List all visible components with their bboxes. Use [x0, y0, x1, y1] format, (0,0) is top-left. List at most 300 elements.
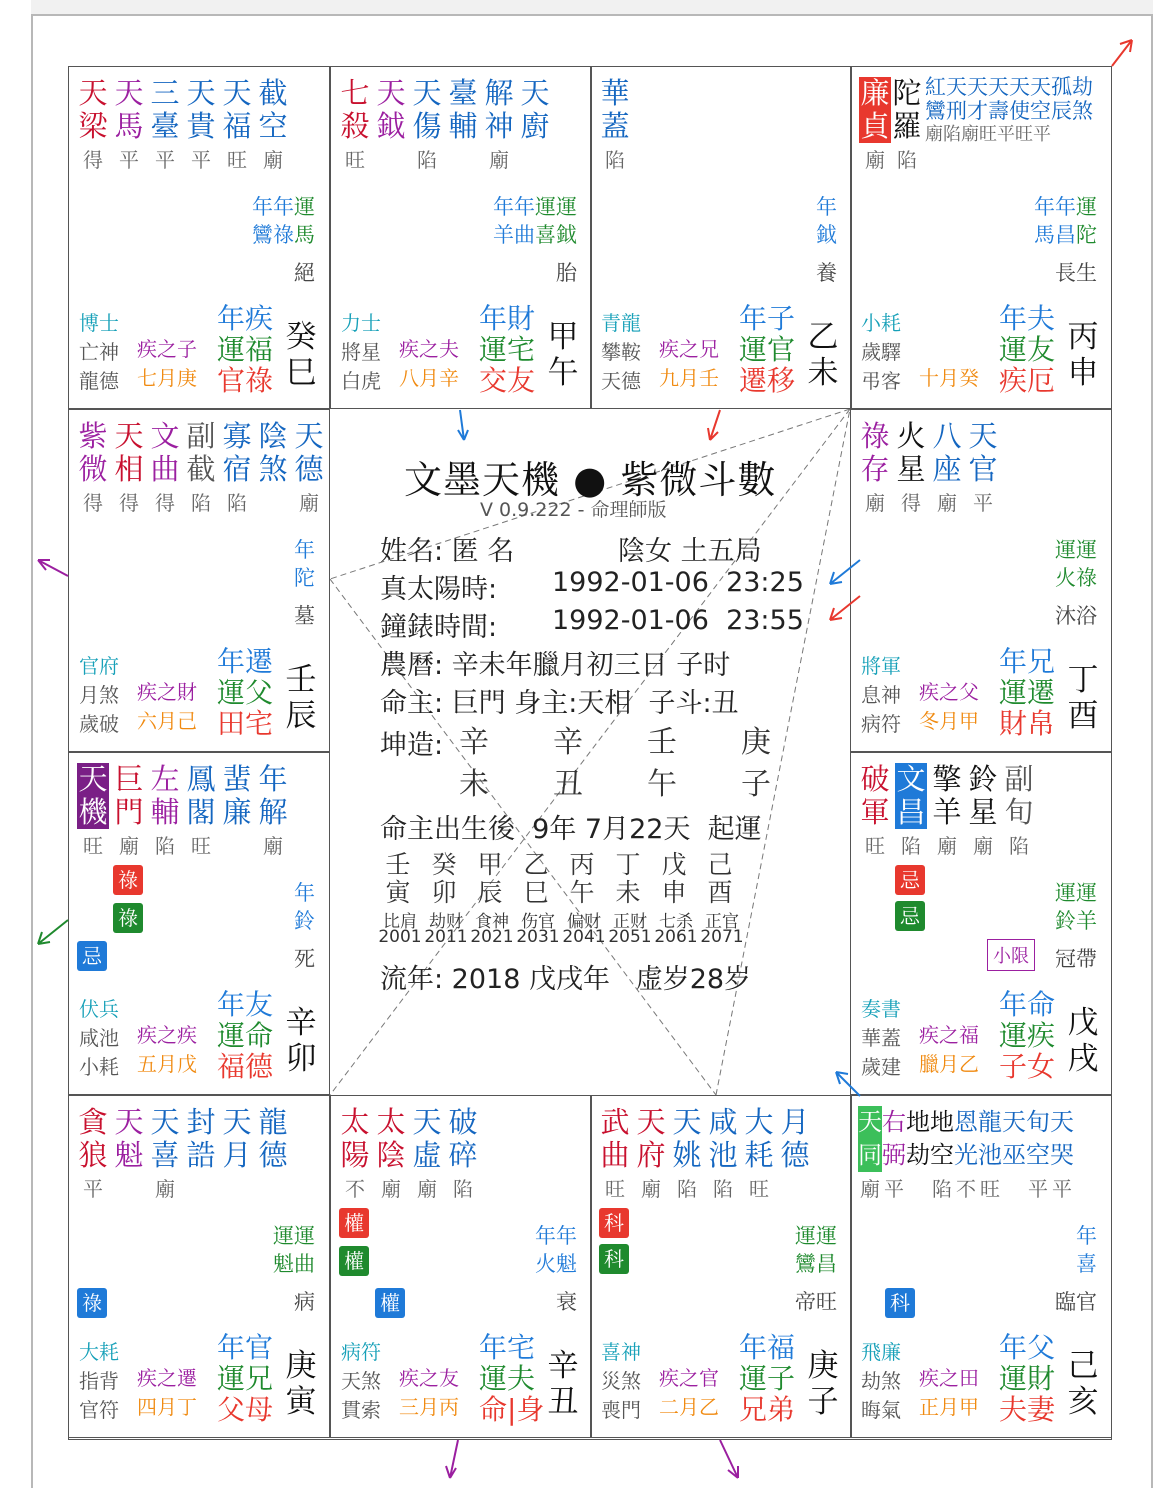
dayun-year: 2021	[470, 927, 514, 947]
palace-name-2[interactable]: 財帛	[999, 707, 1056, 740]
ji-relation: 疾之父	[919, 680, 979, 704]
stem-branch-char: 丙	[1067, 319, 1099, 355]
star-brightness: 廟	[937, 491, 957, 515]
palace-name-0[interactable]: 年遷	[217, 645, 274, 678]
shensha-list	[79, 309, 119, 396]
ji-relation: 疾之財	[137, 680, 197, 704]
dayun-branch: 未	[615, 878, 641, 907]
star-char: 機	[78, 795, 108, 829]
version-label: V 0.9.222 - 命理師版	[480, 499, 667, 521]
star-char: 天	[222, 1105, 252, 1139]
star-brightness: 平	[119, 148, 139, 172]
shensha-item: 喪門	[601, 1398, 641, 1422]
stem-branch-char: 亥	[1067, 1384, 1099, 1420]
star-char: 天	[222, 76, 252, 110]
dayun-god: 正官	[705, 912, 739, 932]
life-phase: 沐浴	[1055, 604, 1097, 628]
stem-branch	[1065, 319, 1101, 391]
palace-name-0[interactable]: 年兄	[999, 645, 1056, 678]
star-char: 閣	[186, 795, 216, 829]
stem-branch-char: 戊	[1067, 1005, 1099, 1041]
palace-name-1[interactable]: 運福	[217, 333, 274, 366]
star-char: 天	[114, 76, 144, 110]
star-brightness: 得	[155, 491, 175, 515]
star-char: 弼	[882, 1141, 906, 1169]
sihua-badge: 科	[599, 1208, 629, 1238]
star-column	[1027, 1106, 1049, 1202]
palace-name-0[interactable]: 年子	[739, 302, 796, 335]
star-char: 空	[258, 109, 288, 143]
star-char: 貴	[186, 109, 216, 143]
dayun-year: 2031	[516, 927, 560, 947]
star-char: 星	[968, 795, 998, 829]
flow-star-names: 鈴羊	[1055, 909, 1097, 933]
shensha-list	[601, 309, 641, 396]
minor-star-line: 鸞刑才壽使空辰煞	[925, 99, 1093, 123]
star-char: 鳳	[186, 762, 216, 796]
star-column	[77, 77, 109, 173]
star-column	[955, 1106, 977, 1202]
palace-name-0[interactable]: 年夫	[999, 302, 1056, 335]
palace-name-2[interactable]: 父母	[217, 1393, 274, 1426]
star-brightness: 旺	[345, 148, 365, 172]
star-brightness: 陷	[453, 1177, 473, 1201]
palace-name-2[interactable]: 官祿	[217, 364, 274, 397]
star-char: 陽	[340, 1138, 370, 1172]
palace-names	[999, 1332, 1055, 1425]
star-column	[891, 77, 923, 173]
main-stars	[77, 420, 325, 516]
star-column	[149, 763, 181, 859]
flow-label: 年年運	[252, 195, 315, 219]
shensha-item: 將軍	[861, 654, 901, 678]
star-char: 池	[978, 1141, 1002, 1169]
dayun-god: 食神	[475, 912, 509, 932]
flow-label: 年	[1076, 1224, 1097, 1248]
stem-branch-char: 丁	[1067, 662, 1099, 698]
ji-info	[137, 1021, 197, 1079]
palace-name-1[interactable]: 運命	[217, 1019, 274, 1052]
star-brightness: 廟	[119, 834, 139, 858]
star-char: 碎	[448, 1138, 478, 1172]
palace-name-2[interactable]: 子女	[999, 1050, 1056, 1083]
name-line: 姓名: 匿 名	[380, 536, 515, 567]
shensha-list	[861, 309, 901, 396]
star-char: 破	[448, 1105, 478, 1139]
ji-relation: 疾之疾	[137, 1023, 197, 1047]
flow-label: 年年	[535, 1224, 577, 1248]
ji-info	[399, 1364, 459, 1422]
star-char: 月	[780, 1105, 810, 1139]
main-stars	[599, 77, 631, 173]
shensha-item: 龍德	[79, 369, 119, 393]
palace-name-0[interactable]: 年疾	[217, 302, 274, 335]
star-column	[599, 1106, 631, 1202]
flow-star-names: 鉞	[816, 223, 837, 247]
dayun-god: 正财	[613, 912, 647, 932]
stem-branch	[283, 1348, 319, 1420]
star-char: 空	[930, 1141, 954, 1169]
sihua-badge: 科	[599, 1244, 629, 1274]
shensha-item: 晦氣	[861, 1398, 901, 1422]
star-char: 曲	[150, 452, 180, 486]
life-phase: 死	[294, 947, 315, 971]
star-brightness: 廟	[417, 1177, 437, 1201]
star-brightness: 得	[119, 491, 139, 515]
stem-branch-char: 申	[1067, 355, 1099, 391]
dayun-stem: 乙	[523, 850, 549, 879]
main-stars	[859, 77, 923, 173]
palace-name-2[interactable]: 田宅	[217, 707, 274, 740]
star-column	[967, 420, 999, 516]
star-brightness: 不	[345, 1177, 365, 1201]
ji-info	[659, 1364, 719, 1422]
star-brightness: 陷	[901, 834, 921, 858]
ji-info	[137, 1364, 197, 1422]
stem-branch	[1065, 1005, 1101, 1077]
flow-label: 年	[294, 881, 315, 905]
shensha-item: 華蓋	[861, 1026, 901, 1050]
star-char: 虛	[412, 1138, 442, 1172]
clock-time-value: 1992-01-06 23:55	[552, 605, 804, 636]
star-char: 德	[780, 1138, 810, 1172]
star-column	[859, 1106, 881, 1202]
star-char: 文	[896, 762, 926, 796]
star-char: 左	[150, 762, 180, 796]
star-column	[113, 1106, 145, 1202]
star-char: 右	[882, 1108, 906, 1136]
pillar-stem: 辛	[459, 725, 489, 760]
star-brightness: 廟	[865, 491, 885, 515]
top-strip	[31, 0, 1153, 14]
star-column	[883, 1106, 905, 1202]
ji-month: 十月癸	[919, 366, 979, 390]
shensha-item: 博士	[79, 311, 119, 335]
pillar-stem: 庚	[741, 725, 771, 760]
flow-stars	[294, 879, 315, 935]
star-char: 鉞	[376, 109, 406, 143]
star-column	[1003, 1106, 1025, 1202]
flow-star-names: 火魁	[535, 1252, 577, 1276]
dayun-stem: 丁	[615, 850, 641, 879]
palace-yin[interactable]	[68, 1095, 330, 1438]
stem-branch-char: 丑	[547, 1384, 579, 1420]
star-char: 神	[484, 109, 514, 143]
star-column	[743, 1106, 775, 1202]
palace-name-0[interactable]: 年宅	[479, 1331, 536, 1364]
palace-wei[interactable]	[590, 66, 852, 409]
star-column	[113, 77, 145, 173]
shensha-item: 貫索	[341, 1398, 381, 1422]
shensha-item: 小耗	[79, 1055, 119, 1079]
dayun-stem: 戊	[661, 850, 687, 879]
dayun-stem: 丙	[569, 850, 595, 879]
star-column	[113, 763, 145, 859]
flow-stars	[795, 1222, 837, 1278]
shensha-item: 歲建	[861, 1055, 901, 1079]
shensha-item: 災煞	[601, 1369, 641, 1393]
flow-stars	[493, 193, 577, 249]
palace-name-1[interactable]: 運宅	[479, 333, 536, 366]
stem-branch-char: 巳	[285, 355, 317, 391]
star-char: 太	[340, 1105, 370, 1139]
stem-branch-char: 卯	[285, 1041, 317, 1077]
palace-xu[interactable]	[850, 752, 1112, 1095]
dayun-branch: 午	[569, 878, 595, 907]
star-char: 副	[1004, 762, 1034, 796]
star-brightness: 廟	[641, 1177, 661, 1201]
palace-name-0[interactable]: 年官	[217, 1331, 274, 1364]
star-brightness: 廟	[381, 1177, 401, 1201]
dayun-god: 比肩	[383, 912, 417, 932]
star-char: 狼	[78, 1138, 108, 1172]
shensha-list	[861, 995, 901, 1082]
star-column	[77, 420, 109, 516]
palace-name-1[interactable]: 運遷	[999, 676, 1056, 709]
palace-name-0[interactable]: 年命	[999, 988, 1056, 1021]
ji-info	[919, 1364, 979, 1422]
sihua-badge: 祿	[77, 1288, 107, 1318]
star-brightness: 得	[901, 491, 921, 515]
solar-time-label: 真太陽時:	[380, 574, 498, 605]
palace-names	[479, 1332, 544, 1425]
shensha-item: 小耗	[861, 311, 901, 335]
star-char: 德	[294, 452, 324, 486]
life-phase: 絕	[294, 261, 315, 285]
palace-name-1[interactable]: 運財	[999, 1362, 1056, 1395]
xiaoxian-tag[interactable]: 小限	[987, 939, 1035, 971]
star-column	[339, 77, 371, 173]
ji-info	[137, 678, 197, 736]
star-char: 祿	[860, 419, 890, 453]
minor-star-line: 紅天天天天天孤劫	[925, 75, 1093, 99]
palace-name-0[interactable]: 年財	[479, 302, 536, 335]
palace-name-1[interactable]: 運父	[217, 676, 274, 709]
star-column	[411, 77, 443, 173]
star-char: 微	[78, 452, 108, 486]
star-char: 天	[968, 419, 998, 453]
stem-branch-char: 子	[807, 1384, 839, 1420]
dayun-stem: 壬	[385, 850, 411, 879]
palace-zi[interactable]	[590, 1095, 852, 1438]
flow-stars	[273, 1222, 315, 1278]
star-brightness: 平	[1028, 1177, 1048, 1201]
star-column	[671, 1106, 703, 1202]
palace-name-2[interactable]: 命|身	[479, 1393, 545, 1426]
palace-hai[interactable]	[850, 1095, 1112, 1438]
stem-branch-char: 午	[547, 355, 579, 391]
star-brightness: 陷	[605, 148, 625, 172]
star-char: 貪	[78, 1105, 108, 1139]
ming-master: 命主: 巨門 身主:天相 子斗:丑	[380, 688, 739, 719]
stem-branch-char: 寅	[285, 1384, 317, 1420]
star-column	[483, 77, 515, 173]
star-char: 天	[412, 76, 442, 110]
star-brightness: 陷	[677, 1177, 697, 1201]
star-char: 天	[150, 1105, 180, 1139]
sihua-badge: 權	[339, 1246, 369, 1276]
pillar-stem: 壬	[647, 725, 677, 760]
star-char: 傷	[412, 109, 442, 143]
ji-month: 九月壬	[659, 366, 719, 390]
star-brightness: 廟	[489, 148, 509, 172]
ji-relation: 疾之官	[659, 1366, 719, 1390]
star-char: 馬	[114, 109, 144, 143]
star-char: 誥	[186, 1138, 216, 1172]
palace-chou[interactable]	[330, 1095, 592, 1438]
star-column	[149, 420, 181, 516]
palace-name-0[interactable]: 年友	[217, 988, 274, 1021]
palace-name-1[interactable]: 運夫	[479, 1362, 536, 1395]
shensha-item: 官府	[79, 654, 119, 678]
shensha-item: 息神	[861, 683, 901, 707]
palace-name-2[interactable]: 疾厄	[999, 364, 1056, 397]
star-char: 八	[932, 419, 962, 453]
flow-stars	[816, 193, 837, 249]
life-phase: 衰	[556, 1290, 577, 1314]
star-char: 天	[376, 76, 406, 110]
star-char: 宿	[222, 452, 252, 486]
star-char: 臺	[448, 76, 478, 110]
palace-name-1[interactable]: 運疾	[999, 1019, 1056, 1052]
star-char: 三	[150, 76, 180, 110]
star-char: 臺	[150, 109, 180, 143]
palace-name-2[interactable]: 兄弟	[739, 1393, 796, 1426]
star-column	[931, 1106, 953, 1202]
star-char: 天	[1050, 1108, 1074, 1136]
palace-name-0[interactable]: 年福	[739, 1331, 796, 1364]
star-brightness: 廟	[865, 148, 885, 172]
star-brightness: 廟	[263, 148, 283, 172]
star-brightness: 陷	[227, 491, 247, 515]
palace-shen[interactable]	[850, 66, 1112, 409]
star-column	[1003, 763, 1035, 859]
star-column	[447, 77, 479, 173]
star-column	[707, 1106, 739, 1202]
star-char: 蓋	[600, 109, 630, 143]
star-char: 巨	[114, 762, 144, 796]
star-column	[149, 77, 181, 173]
palace-name-2[interactable]: 夫妻	[999, 1393, 1056, 1426]
liunian-line: 流年: 2018 戊戌年 虚岁28岁	[380, 964, 752, 995]
palace-name-2[interactable]: 福德	[217, 1050, 274, 1083]
star-column	[907, 1106, 929, 1202]
life-phase: 冠帶	[1055, 947, 1097, 971]
star-brightness: 陷	[897, 148, 917, 172]
palace-wu[interactable]	[330, 66, 592, 409]
palace-you[interactable]	[850, 409, 1112, 752]
star-char: 魁	[114, 1138, 144, 1172]
dayun-year: 2011	[424, 927, 468, 947]
star-char: 解	[258, 795, 288, 829]
ji-info	[919, 1021, 979, 1079]
shensha-item: 歲破	[79, 712, 119, 736]
dayun-stem: 甲	[477, 850, 503, 879]
ji-relation: 疾之夫	[399, 337, 459, 361]
flow-stars	[1076, 1222, 1097, 1278]
ji-month: 正月甲	[919, 1395, 979, 1419]
shensha-list	[79, 995, 119, 1082]
star-column	[257, 763, 289, 859]
palace-name-1[interactable]: 運兄	[217, 1362, 274, 1395]
ji-month: 七月庚	[137, 366, 197, 390]
palace-name-2[interactable]: 遷移	[739, 364, 796, 397]
star-char: 同	[858, 1139, 882, 1172]
life-phase: 養	[816, 261, 837, 285]
palace-names	[739, 303, 795, 396]
palace-mao[interactable]	[68, 752, 330, 1095]
shensha-item: 官符	[79, 1398, 119, 1422]
main-stars	[339, 1106, 479, 1202]
stem-branch	[283, 319, 319, 391]
dayun-year: 2001	[378, 927, 422, 947]
star-brightness: 陷	[713, 1177, 733, 1201]
palace-names	[999, 989, 1055, 1082]
star-char: 擎	[932, 762, 962, 796]
star-brightness: 不	[956, 1177, 976, 1201]
flow-star-names: 羊曲喜鉞	[493, 223, 577, 247]
ji-month: 四月丁	[137, 1395, 197, 1419]
palace-name-1[interactable]: 運官	[739, 333, 796, 366]
palace-si[interactable]	[68, 66, 330, 409]
star-char: 昌	[896, 795, 926, 829]
star-brightness: 廟	[860, 1177, 880, 1201]
ji-relation: 疾之田	[919, 1366, 979, 1390]
star-column	[599, 77, 631, 173]
shensha-item: 指背	[79, 1369, 119, 1393]
life-phase: 臨官	[1055, 1290, 1097, 1314]
shensha-item: 奏書	[861, 997, 901, 1021]
star-brightness: 陷	[191, 491, 211, 515]
flow-label: 年年運	[1034, 195, 1097, 219]
star-char: 煞	[258, 452, 288, 486]
flow-label: 運運	[1055, 538, 1097, 562]
palace-chen[interactable]	[68, 409, 330, 752]
star-column	[257, 420, 289, 516]
star-char: 紫	[78, 419, 108, 453]
shensha-list	[341, 1338, 381, 1425]
pillar-branch: 子	[741, 767, 771, 802]
palace-names	[999, 646, 1055, 739]
sihua-badge: 忌	[895, 901, 925, 931]
palace-name-0[interactable]: 年父	[999, 1331, 1056, 1364]
star-char: 鈴	[968, 762, 998, 796]
star-column	[149, 1106, 181, 1202]
sihua-badge: 忌	[895, 865, 925, 895]
flow-stars	[1055, 536, 1097, 592]
star-column	[635, 1106, 667, 1202]
pillar-branch: 午	[647, 767, 677, 802]
palace-name-1[interactable]: 運友	[999, 333, 1056, 366]
palace-name-2[interactable]: 交友	[479, 364, 536, 397]
stem-branch-char: 甲	[547, 319, 579, 355]
star-char: 羅	[892, 109, 922, 143]
star-char: 存	[860, 452, 890, 486]
flow-stars	[535, 1222, 577, 1278]
palace-name-1[interactable]: 運子	[739, 1362, 796, 1395]
star-char: 副	[186, 419, 216, 453]
clock-time-label: 鐘錶時間:	[380, 612, 498, 643]
stem-branch-char: 辰	[285, 698, 317, 734]
stem-branch	[545, 319, 581, 391]
star-column	[185, 420, 217, 516]
stem-branch-char: 庚	[807, 1348, 839, 1384]
ji-month: 八月辛	[399, 366, 459, 390]
star-column	[185, 1106, 217, 1202]
shensha-item: 劫煞	[861, 1369, 901, 1393]
star-char: 天	[78, 762, 108, 796]
star-brightness: 得	[83, 491, 103, 515]
